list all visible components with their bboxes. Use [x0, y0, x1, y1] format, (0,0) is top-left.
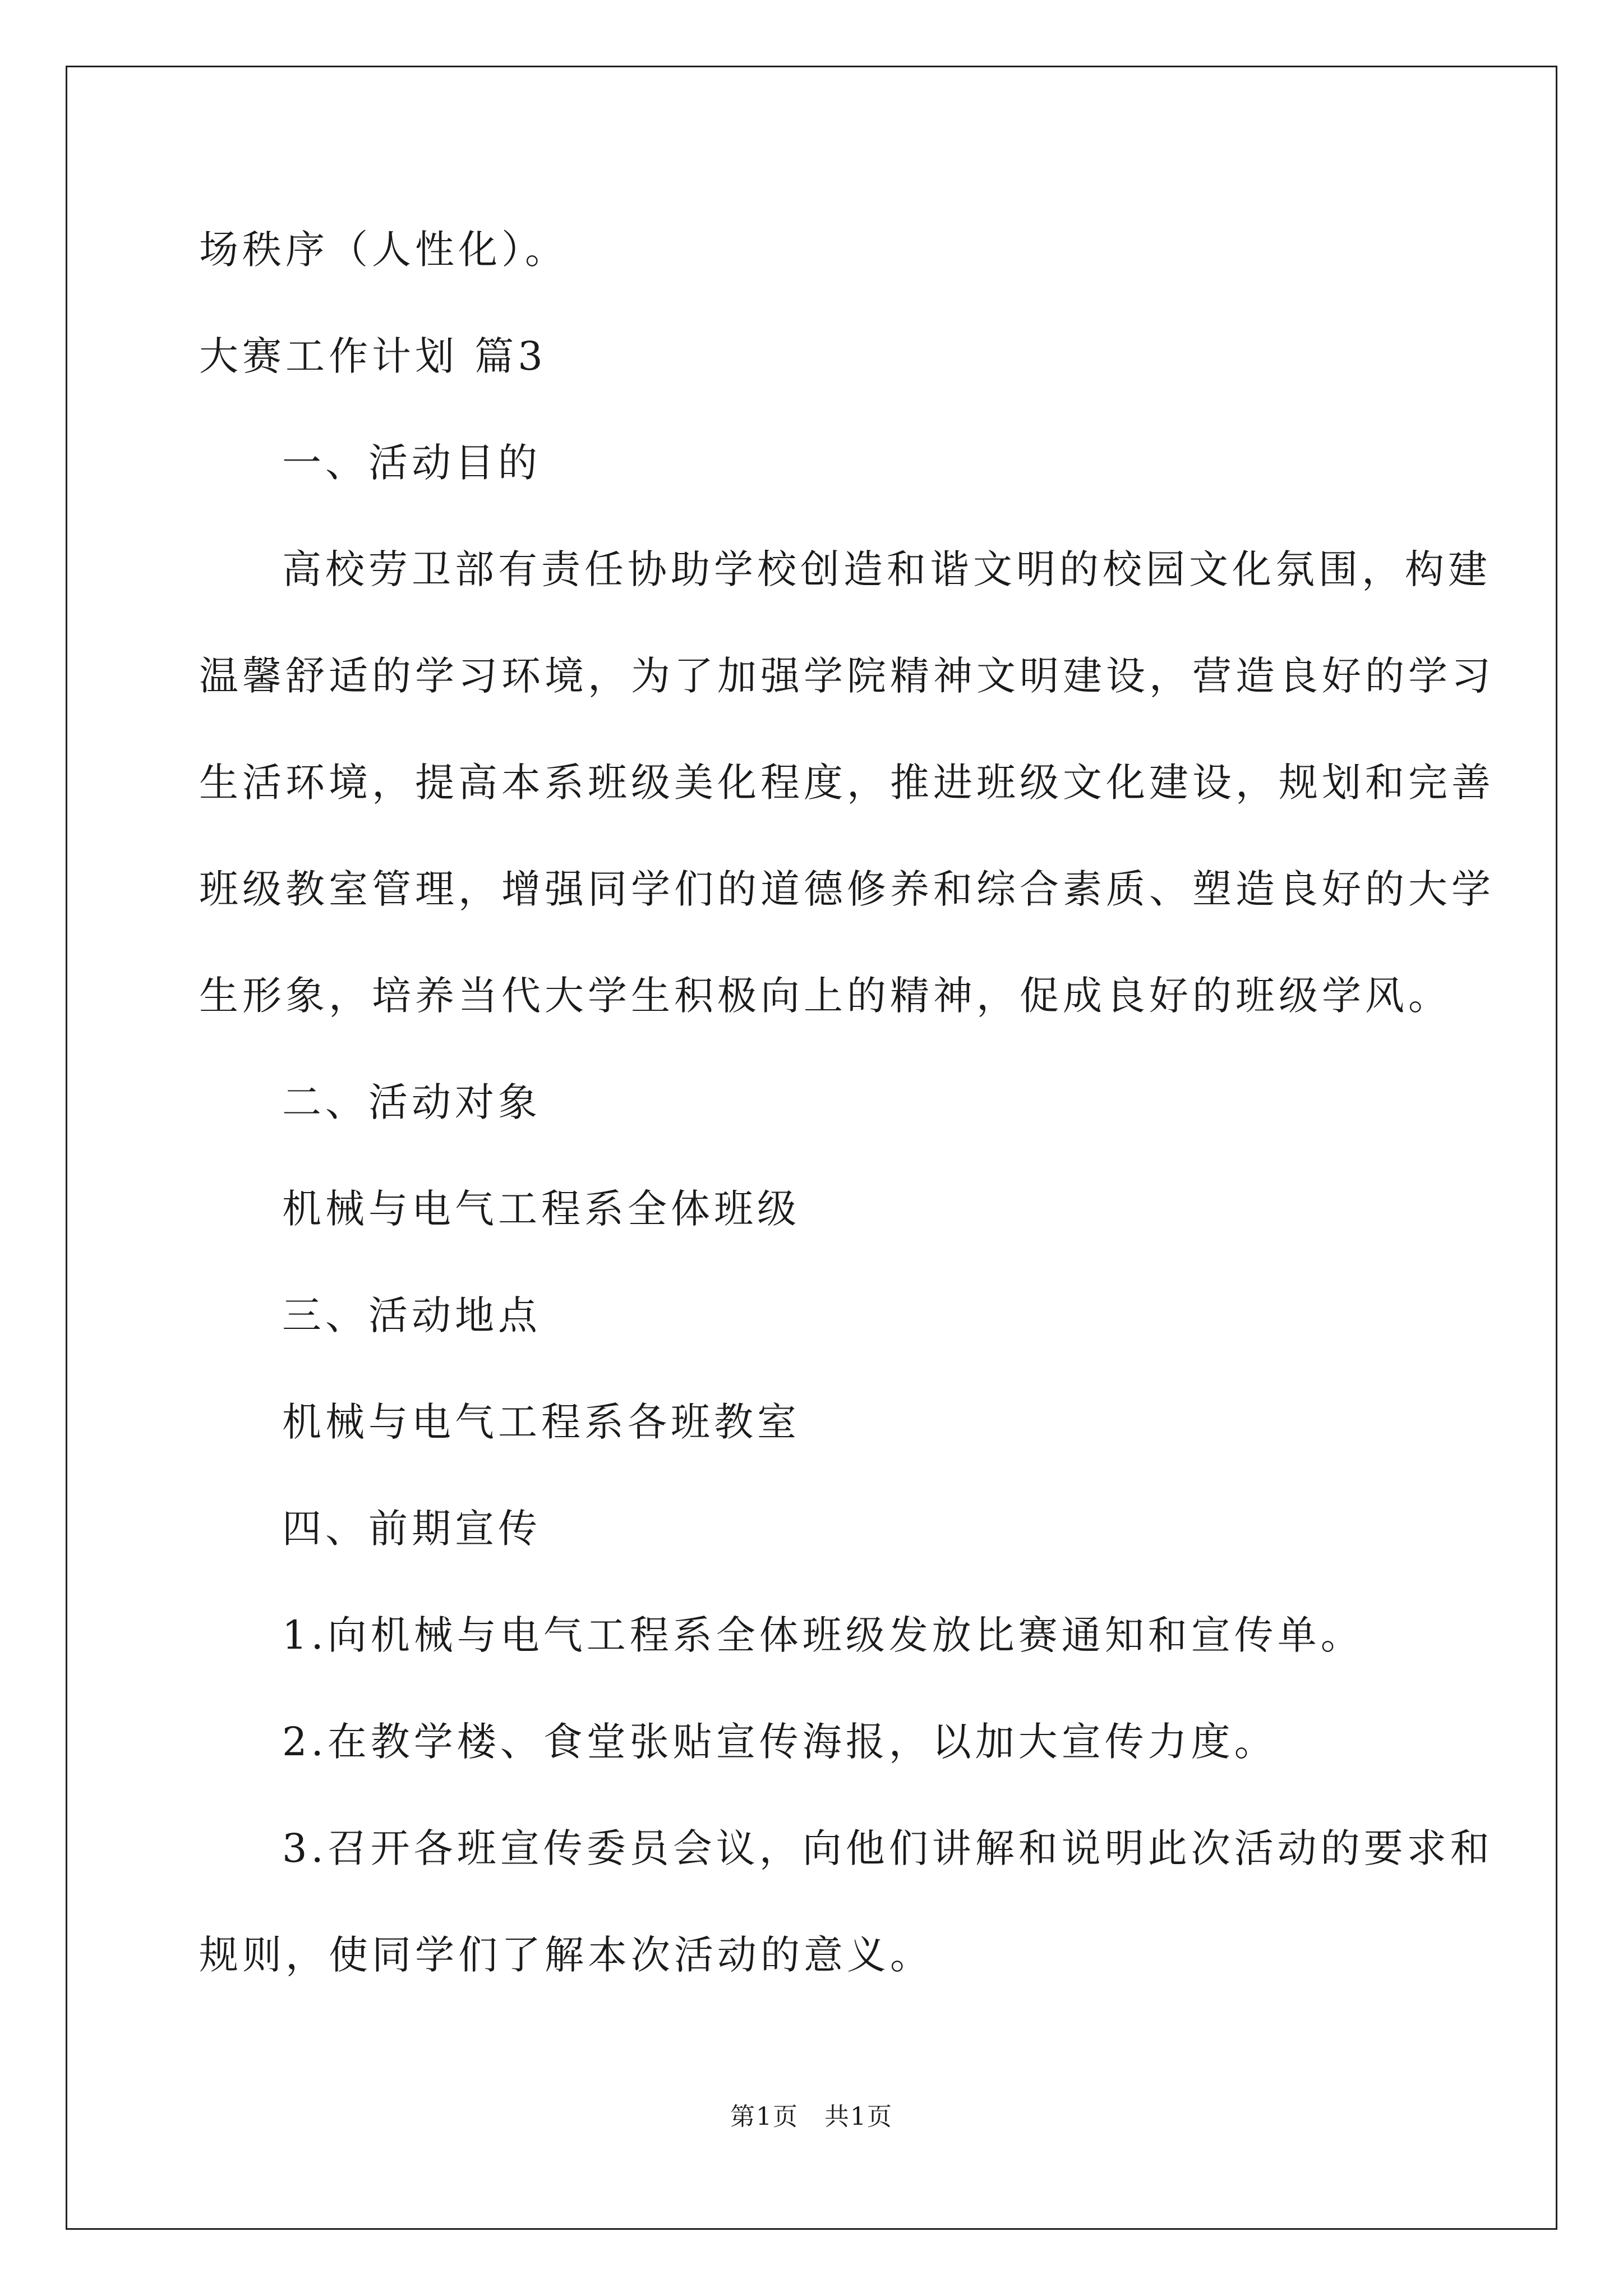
subheading: 一、活动目的: [282, 440, 541, 486]
list-item-continuation: 规则，使同学们了解本次活动的意义。: [199, 1932, 933, 1978]
list-item: 1.向机械与电气工程系全体班级发放比赛通知和宣传单。: [282, 1612, 1364, 1658]
page-footer: 第1页 共1页: [730, 2102, 893, 2131]
section-heading: 大赛工作计划 篇3: [199, 333, 547, 379]
subheading: 四、前期宣传: [282, 1506, 541, 1552]
page-border: [66, 66, 1557, 2230]
paragraph-line: 班级教室管理，增强同学们的道德修养和综合素质、塑造良好的大学: [199, 866, 1495, 912]
text-line: 机械与电气工程系全体班级: [282, 1186, 800, 1232]
paragraph-line: 生活环境，提高本系班级美化程度，推进班级文化建设，规划和完善: [199, 760, 1495, 806]
text-line: 场秩序（人性化）。: [199, 227, 568, 273]
paragraph-line: 高校劳卫部有责任协助学校创造和谐文明的校园文化氛围，构建: [282, 546, 1491, 592]
paragraph-line: 生形象，培养当代大学生积极向上的精神，促成良好的班级学风。: [199, 973, 1451, 1019]
subheading: 二、活动对象: [282, 1079, 541, 1125]
list-item: 3.召开各班宣传委员会议，向他们讲解和说明此次活动的要求和: [282, 1825, 1493, 1871]
list-item: 2.在教学楼、食堂张贴宣传海报，以加大宣传力度。: [282, 1719, 1278, 1765]
text-line: 机械与电气工程系各班教室: [282, 1399, 800, 1445]
paragraph-line: 温馨舒适的学习环境，为了加强学院精神文明建设，营造良好的学习: [199, 653, 1495, 699]
subheading: 三、活动地点: [282, 1292, 541, 1338]
